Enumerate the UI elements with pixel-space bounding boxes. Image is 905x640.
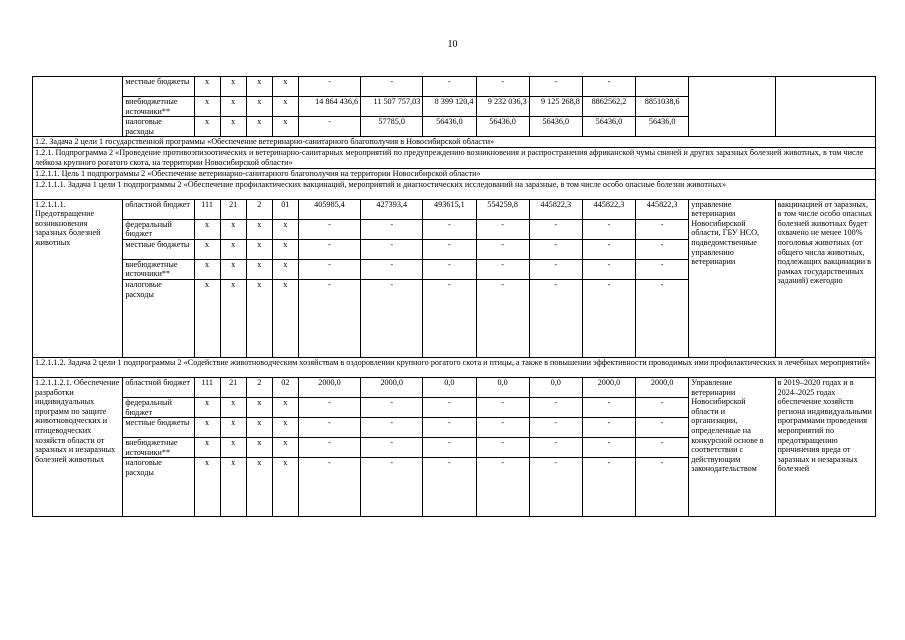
- value-cell: -: [361, 279, 423, 357]
- value-cell: -: [582, 438, 635, 458]
- value-cell: -: [298, 438, 360, 458]
- code-cell: x: [220, 117, 246, 137]
- code-cell: x: [272, 418, 298, 438]
- value-cell: 0,0: [529, 377, 582, 397]
- source-cell: областной бюджет: [123, 199, 194, 219]
- code-cell: x: [246, 97, 272, 117]
- value-cell: -: [476, 397, 529, 417]
- value-cell: -: [423, 259, 476, 279]
- table-row: [33, 377, 876, 397]
- value-cell: -: [423, 77, 476, 97]
- source-cell: местные бюджеты: [123, 239, 194, 259]
- code-cell: x: [220, 219, 246, 239]
- value-cell: -: [582, 418, 635, 438]
- source-cell: федеральный бюджет: [123, 219, 194, 239]
- section-heading: 1.2. Задача 2 цели 1 государственной программы «Обеспечение ветеринарно-санитарного благополучия в Новосибирской области»: [33, 137, 876, 148]
- value-cell: 0,0: [476, 377, 529, 397]
- value-cell: -: [298, 418, 360, 438]
- value-cell: -: [298, 279, 360, 357]
- code-cell: x: [220, 77, 246, 97]
- value-cell: 2000,0: [298, 377, 360, 397]
- code-cell: x: [272, 279, 298, 357]
- value-cell: -: [636, 239, 689, 259]
- code-cell: 02: [272, 377, 298, 397]
- code-cell: x: [246, 397, 272, 417]
- source-cell: местные бюджеты: [123, 418, 194, 438]
- value-cell: -: [298, 458, 360, 517]
- value-cell: -: [476, 438, 529, 458]
- page-number: 10: [447, 39, 458, 50]
- code-cell: x: [246, 117, 272, 137]
- code-cell: x: [194, 97, 220, 117]
- value-cell: -: [476, 77, 529, 97]
- code-cell: 111: [194, 199, 220, 219]
- code-cell: x: [272, 219, 298, 239]
- table-row: [33, 77, 876, 97]
- value-cell: -: [529, 397, 582, 417]
- code-cell: x: [246, 259, 272, 279]
- value-cell: 14 864 436,6: [298, 97, 360, 117]
- value-cell: -: [582, 397, 635, 417]
- section-heading-row: [33, 179, 876, 199]
- section-heading-row: [33, 168, 876, 179]
- value-cell: -: [529, 77, 582, 97]
- value-cell: -: [636, 458, 689, 517]
- value-cell: -: [423, 219, 476, 239]
- code-cell: x: [272, 77, 298, 97]
- code-cell: x: [220, 97, 246, 117]
- code-cell: x: [246, 239, 272, 259]
- source-cell: налоговые расходы: [123, 117, 194, 137]
- value-cell: -: [529, 458, 582, 517]
- value-cell: -: [636, 418, 689, 438]
- code-cell: 21: [220, 199, 246, 219]
- budget-table: [32, 76, 876, 517]
- value-cell: 57785,0: [361, 117, 423, 137]
- code-cell: x: [272, 259, 298, 279]
- code-cell: x: [220, 438, 246, 458]
- code-cell: 111: [194, 377, 220, 397]
- table-cell: [775, 77, 875, 137]
- value-cell: -: [298, 77, 360, 97]
- code-cell: x: [246, 219, 272, 239]
- value-cell: -: [636, 279, 689, 357]
- value-cell: -: [361, 458, 423, 517]
- code-cell: x: [194, 259, 220, 279]
- executor-cell: Управление ветеринарии Новосибирской области и организации, определенные на конкурсной основе в соответствии с действующим законодательством: [689, 377, 775, 516]
- source-cell: федеральный бюджет: [123, 397, 194, 417]
- code-cell: x: [272, 397, 298, 417]
- code-cell: x: [194, 397, 220, 417]
- value-cell: -: [298, 239, 360, 259]
- value-cell: -: [582, 239, 635, 259]
- result-cell: вакцинацией от заразных, в том числе особо опасных болезней животных будет охвачено не менее 100% поголовья животных (от общего числа животных, подлежащих вакцинации в рамках государственных заданий) ежегодно: [775, 199, 875, 357]
- value-cell: -: [636, 397, 689, 417]
- section-heading: 1.2.1. Подпрограмма 2 «Проведение противоэпизоотических и ветеринарно-санитарных мероприятий по предупреждению возникновения и распространения африканской чумы свиней и других заразных болезней животных, в том числе лейкоза крупного рогатого скота, на территории Новосибирской области»: [33, 148, 876, 168]
- code-cell: x: [220, 239, 246, 259]
- value-cell: 2000,0: [361, 377, 423, 397]
- value-cell: 445822,3: [636, 199, 689, 219]
- value-cell: -: [582, 259, 635, 279]
- table-cell: [689, 77, 775, 137]
- value-cell: -: [476, 418, 529, 438]
- code-cell: x: [272, 239, 298, 259]
- code-cell: x: [272, 117, 298, 137]
- measure-name-cell: 1.2.1.1.1. Предотвращение возникновения заразных болезней животных: [33, 199, 123, 357]
- value-cell: -: [636, 438, 689, 458]
- value-cell: -: [529, 219, 582, 239]
- code-cell: x: [220, 397, 246, 417]
- value-cell: -: [361, 239, 423, 259]
- code-cell: x: [246, 438, 272, 458]
- value-cell: -: [636, 219, 689, 239]
- value-cell: -: [423, 418, 476, 438]
- value-cell: 493615,1: [423, 199, 476, 219]
- value-cell: 554259,8: [476, 199, 529, 219]
- value-cell: 56436,0: [476, 117, 529, 137]
- value-cell: 2000,0: [582, 377, 635, 397]
- section-heading: 1.2.1.1.2. Задача 2 цели 1 подпрограммы 2 «Содействие животноводческим хозяйствам в оздоровлении крупного рогатого скота и птицы, а также в повышении эффективности проводимых ими профилактических и лечебных мероприятий»: [33, 357, 876, 377]
- value-cell: -: [298, 397, 360, 417]
- source-cell: местные бюджеты: [123, 77, 194, 97]
- source-cell: налоговые расходы: [123, 279, 194, 357]
- code-cell: x: [194, 418, 220, 438]
- code-cell: 2: [246, 199, 272, 219]
- code-cell: x: [246, 279, 272, 357]
- value-cell: 56436,0: [582, 117, 635, 137]
- value-cell: -: [529, 259, 582, 279]
- code-cell: x: [220, 418, 246, 438]
- value-cell: 2000,0: [636, 377, 689, 397]
- value-cell: 445822,3: [529, 199, 582, 219]
- value-cell: 56436,0: [529, 117, 582, 137]
- code-cell: x: [194, 279, 220, 357]
- code-cell: x: [194, 458, 220, 517]
- value-cell: 9 125 268,8: [529, 97, 582, 117]
- value-cell: -: [298, 219, 360, 239]
- value-cell: -: [529, 418, 582, 438]
- value-cell: -: [476, 259, 529, 279]
- value-cell: -: [423, 397, 476, 417]
- value-cell: -: [298, 259, 360, 279]
- value-cell: -: [423, 438, 476, 458]
- value-cell: -: [529, 279, 582, 357]
- source-cell: налоговые расходы: [123, 458, 194, 517]
- value-cell: 8 399 120,4: [423, 97, 476, 117]
- value-cell: -: [361, 438, 423, 458]
- value-cell: -: [361, 397, 423, 417]
- value-cell: -: [476, 279, 529, 357]
- value-cell: -: [582, 77, 635, 97]
- table-cell: [33, 77, 123, 137]
- code-cell: x: [246, 77, 272, 97]
- value-cell: -: [361, 418, 423, 438]
- code-cell: x: [194, 77, 220, 97]
- source-cell: внебюджетные источники**: [123, 97, 194, 117]
- value-cell: -: [582, 458, 635, 517]
- value-cell: -: [476, 239, 529, 259]
- value-cell: -: [582, 219, 635, 239]
- result-cell: в 2019–2020 годах и в 2024–2025 годах обеспечение хозяйств региона индивидуальными программами проведения мероприятий по предотвращению причинения вреда от заразных и незаразных болезней: [775, 377, 875, 516]
- code-cell: x: [194, 438, 220, 458]
- value-cell: 0,0: [423, 377, 476, 397]
- code-cell: x: [272, 458, 298, 517]
- section-heading: 1.2.1.1.1. Задача 1 цели 1 подпрограммы 2 «Обеспечение профилактических вакцинаций, мероприятий и диагностических исследований на заразные, в том числе особо опасные болезни животных»: [33, 179, 876, 199]
- value-cell: -: [423, 279, 476, 357]
- code-cell: x: [246, 418, 272, 438]
- value-cell: 11 507 757,03: [361, 97, 423, 117]
- value-cell: -: [361, 77, 423, 97]
- code-cell: x: [246, 458, 272, 517]
- value-cell: -: [529, 438, 582, 458]
- value-cell: -: [361, 219, 423, 239]
- code-cell: 2: [246, 377, 272, 397]
- value-cell: 405985,4: [298, 199, 360, 219]
- source-cell: внебюджетные источники**: [123, 438, 194, 458]
- code-cell: x: [194, 117, 220, 137]
- code-cell: x: [194, 239, 220, 259]
- value-cell: -: [636, 259, 689, 279]
- code-cell: x: [194, 219, 220, 239]
- table-row: [33, 199, 876, 219]
- value-cell: -: [423, 239, 476, 259]
- code-cell: x: [272, 438, 298, 458]
- value-cell: -: [476, 458, 529, 517]
- value-cell: 445822,3: [582, 199, 635, 219]
- code-cell: 21: [220, 377, 246, 397]
- value-cell: 8851038,6: [636, 97, 689, 117]
- code-cell: x: [272, 97, 298, 117]
- value-cell: 56436,0: [636, 117, 689, 137]
- source-cell: внебюджетные источники**: [123, 259, 194, 279]
- source-cell: областной бюджет: [123, 377, 194, 397]
- value-cell: 9 232 036,3: [476, 97, 529, 117]
- value-cell: -: [361, 259, 423, 279]
- value-cell: -: [529, 239, 582, 259]
- executor-cell: управление ветеринарии Новосибирской области, ГБУ НСО, подведомственные управлению ветеринарии: [689, 199, 775, 357]
- value-cell: -: [476, 219, 529, 239]
- section-heading-row: [33, 148, 876, 168]
- value-cell: -: [582, 279, 635, 357]
- code-cell: x: [220, 279, 246, 357]
- code-cell: x: [220, 458, 246, 517]
- section-heading: 1.2.1.1. Цель 1 подпрограммы 2 «Обеспечение ветеринарно-санитарного благополучия на территории Новосибирской области»: [33, 168, 876, 179]
- value-cell: 8862562,2: [582, 97, 635, 117]
- section-heading-row: [33, 357, 876, 377]
- value-cell: 427393,4: [361, 199, 423, 219]
- code-cell: 01: [272, 199, 298, 219]
- value-cell: 56436,0: [423, 117, 476, 137]
- value-cell: -: [423, 458, 476, 517]
- value-cell: -: [298, 117, 360, 137]
- value-cell: [636, 77, 689, 97]
- section-heading-row: [33, 137, 876, 148]
- measure-name-cell: 1.2.1.1.2.1. Обеспечение разработки индивидуальных программ по защите животноводческих и птицеводческих хозяйств области от заразных и незаразных болезней животных: [33, 377, 123, 516]
- code-cell: x: [220, 259, 246, 279]
